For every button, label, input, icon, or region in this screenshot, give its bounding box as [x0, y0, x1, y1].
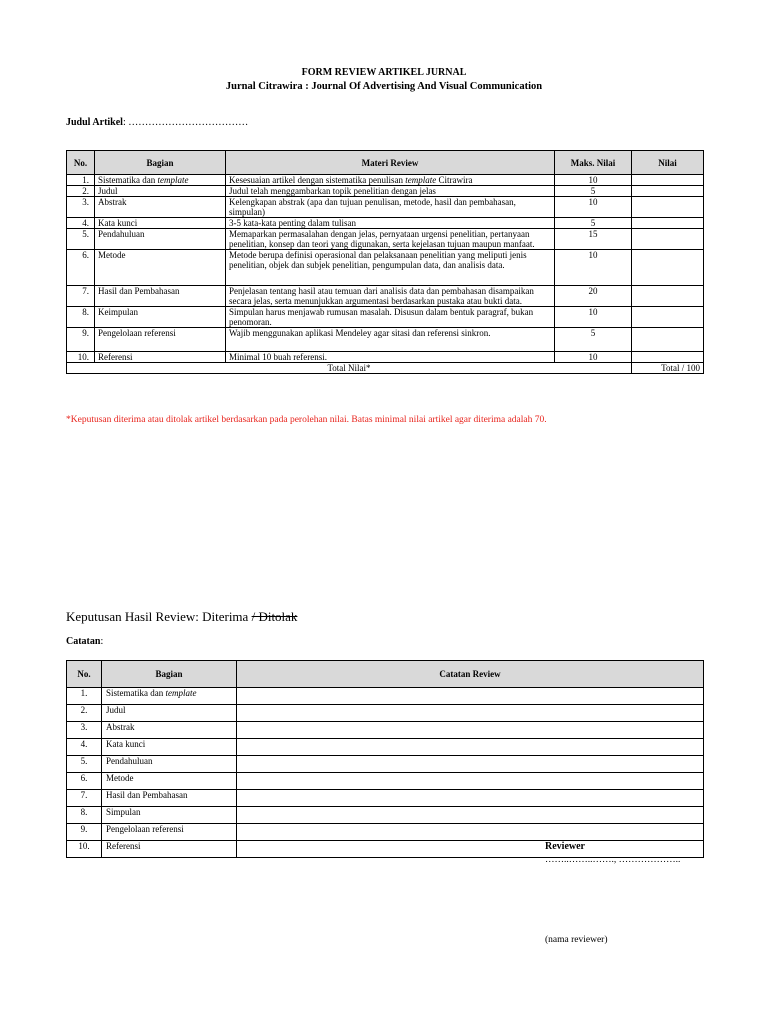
- row-catatan-input[interactable]: [237, 773, 704, 790]
- judul-artikel-label: Judul Artikel: [66, 117, 123, 128]
- header-catatan-review: Catatan Review: [237, 661, 704, 688]
- header-materi: Materi Review: [226, 151, 555, 175]
- review-table: [66, 150, 704, 374]
- table-row: [67, 197, 704, 218]
- row-materi: Simpulan harus menjawab rumusan masalah. Disusun dalam bentuk paragraf, bukan penomoran.: [226, 307, 555, 328]
- row-no: 6.: [67, 250, 95, 286]
- row-bagian-text: Sistematika dan: [106, 688, 166, 698]
- row-catatan-input[interactable]: [237, 807, 704, 824]
- row-bagian: Metode: [102, 773, 237, 790]
- keputusan-label: Keputusan Hasil Review: Diterima: [66, 609, 252, 624]
- row-maks-nilai: 15: [555, 229, 632, 250]
- reviewer-date-line[interactable]: ……..……..……., ………………..: [545, 855, 681, 865]
- table-row: [67, 250, 704, 286]
- row-bagian: [102, 688, 237, 705]
- row-bagian: Judul: [102, 705, 237, 722]
- row-no: 9.: [67, 328, 95, 352]
- row-bagian: Hasil dan Pembahasan: [95, 286, 226, 307]
- form-title: FORM REVIEW ARTIKEL JURNAL: [301, 67, 467, 78]
- row-no: 1.: [67, 175, 95, 186]
- row-materi: Judul telah menggambarkan topik penelitian dengan jelas: [226, 186, 555, 197]
- table-row: [67, 824, 704, 841]
- row-materi-text: Kesesuaian artikel dengan sistematika penulisan: [229, 175, 406, 185]
- table-row: [67, 286, 704, 307]
- table-row: [67, 722, 704, 739]
- row-materi: 3-5 kata-kata penting dalam tulisan: [226, 218, 555, 229]
- row-bagian: Pengelolaan referensi: [95, 328, 226, 352]
- row-materi: Wajib menggunakan aplikasi Mendeley agar sitasi dan referensi sinkron.: [226, 328, 555, 352]
- total-row: [67, 363, 704, 374]
- header-nilai: Nilai: [632, 151, 704, 175]
- row-no: 9.: [67, 824, 102, 841]
- table-row: [67, 773, 704, 790]
- row-maks-nilai: 10: [555, 175, 632, 186]
- row-bagian: Referensi: [95, 352, 226, 363]
- row-no: 5.: [67, 756, 102, 773]
- table-row: [67, 705, 704, 722]
- row-catatan-input[interactable]: [237, 790, 704, 807]
- row-materi-after: Citrawira: [436, 175, 473, 185]
- row-materi-italic: template: [405, 175, 437, 185]
- row-nilai-input[interactable]: [632, 229, 704, 250]
- row-catatan-input[interactable]: [237, 824, 704, 841]
- total-nilai-value[interactable]: Total / 100: [632, 363, 704, 374]
- row-bagian: Hasil dan Pembahasan: [102, 790, 237, 807]
- row-bagian: Referensi: [102, 841, 237, 858]
- table-row: [67, 790, 704, 807]
- row-bagian-text: Sistematika dan: [98, 175, 158, 185]
- row-bagian: Pendahuluan: [102, 756, 237, 773]
- row-bagian: Pengelolaan referensi: [102, 824, 237, 841]
- row-nilai-input[interactable]: [632, 352, 704, 363]
- table-row: [67, 229, 704, 250]
- row-materi: Minimal 10 buah referensi.: [226, 352, 555, 363]
- row-no: 3.: [67, 197, 95, 218]
- row-catatan-input[interactable]: [237, 705, 704, 722]
- catatan-table-header: [67, 661, 704, 688]
- row-nilai-input[interactable]: [632, 286, 704, 307]
- row-materi: [226, 175, 555, 186]
- table-row: [67, 175, 704, 186]
- row-nilai-input[interactable]: [632, 328, 704, 352]
- row-bagian: Abstrak: [102, 722, 237, 739]
- journal-subtitle: Jurnal Citrawira : Journal Of Advertising And Visual Communication: [225, 81, 543, 92]
- row-no: 4.: [67, 739, 102, 756]
- reviewer-label: Reviewer: [545, 841, 585, 852]
- row-maks-nilai: 10: [555, 352, 632, 363]
- row-bagian: Keimpulan: [95, 307, 226, 328]
- row-no: 4.: [67, 218, 95, 229]
- row-bagian: [95, 175, 226, 186]
- row-maks-nilai: 5: [555, 218, 632, 229]
- row-no: 7.: [67, 286, 95, 307]
- judul-artikel-value[interactable]: : ………………………………: [122, 117, 249, 128]
- row-no: 8.: [67, 307, 95, 328]
- row-no: 2.: [67, 186, 95, 197]
- catatan-label: Catatan: [66, 636, 101, 647]
- acceptance-note: *Keputusan diterima atau ditolak artikel berdasarkan pada perolehan nilai. Batas minimal nilai artikel agar diterima adalah 70.: [66, 415, 547, 425]
- table-row: [67, 756, 704, 773]
- row-catatan-input[interactable]: [237, 722, 704, 739]
- row-catatan-input[interactable]: [237, 688, 704, 705]
- table-row: [67, 307, 704, 328]
- row-materi: Kelengkapan abstrak (apa dan tujuan penulisan, metode, hasil dan pembahasan, simpulan): [226, 197, 555, 218]
- header-bagian: Bagian: [95, 151, 226, 175]
- row-no: 10.: [67, 352, 95, 363]
- row-bagian: Kata kunci: [102, 739, 237, 756]
- table-row: [67, 688, 704, 705]
- table-row: [67, 807, 704, 824]
- row-no: 7.: [67, 790, 102, 807]
- row-bagian: Judul: [95, 186, 226, 197]
- row-bagian-italic: template: [165, 688, 197, 698]
- row-maks-nilai: 10: [555, 197, 632, 218]
- keputusan-ditolak-struck: / Ditolak: [251, 609, 298, 624]
- row-maks-nilai: 20: [555, 286, 632, 307]
- row-no: 3.: [67, 722, 102, 739]
- row-materi: Penjelasan tentang hasil atau temuan dari analisis data dan pembahasan disampaikan secara jelas, serta menunjukkan argumentasi berdasarkan pustaka atau bukti data.: [226, 286, 555, 307]
- row-catatan-input[interactable]: [237, 739, 704, 756]
- row-no: 6.: [67, 773, 102, 790]
- row-catatan-input[interactable]: [237, 756, 704, 773]
- row-no: 1.: [67, 688, 102, 705]
- header-no: No.: [67, 151, 95, 175]
- row-nilai-input[interactable]: [632, 175, 704, 186]
- row-no: 5.: [67, 229, 95, 250]
- row-maks-nilai: 5: [555, 186, 632, 197]
- keputusan-heading: [66, 609, 297, 625]
- row-no: 2.: [67, 705, 102, 722]
- row-nilai-input[interactable]: [632, 218, 704, 229]
- row-maks-nilai: 10: [555, 307, 632, 328]
- row-nilai-input[interactable]: [632, 250, 704, 286]
- row-nilai-input[interactable]: [632, 307, 704, 328]
- row-maks-nilai: 10: [555, 250, 632, 286]
- header-no: No.: [67, 661, 102, 688]
- row-no: 10.: [67, 841, 102, 858]
- catatan-line: [66, 636, 103, 647]
- catatan-table: [66, 660, 704, 858]
- row-bagian: Kata kunci: [95, 218, 226, 229]
- table-row: [67, 352, 704, 363]
- row-maks-nilai: 5: [555, 328, 632, 352]
- table-row: [67, 739, 704, 756]
- row-materi: Metode berupa definisi operasional dan pelaksanaan penelitian yang meliputi jenis penelitian, objek dan subjek penelitian, pengumpulan data, dan analisis data.: [226, 250, 555, 286]
- table-row: [67, 218, 704, 229]
- total-nilai-label: Total Nilai*: [67, 363, 632, 374]
- row-bagian: Metode: [95, 250, 226, 286]
- row-nilai-input[interactable]: [632, 186, 704, 197]
- row-bagian: Abstrak: [95, 197, 226, 218]
- table-row: [67, 186, 704, 197]
- row-no: 8.: [67, 807, 102, 824]
- reviewer-name[interactable]: (nama reviewer): [545, 935, 608, 945]
- header-bagian: Bagian: [102, 661, 237, 688]
- catatan-colon: :: [100, 636, 104, 647]
- table-row: [67, 328, 704, 352]
- row-bagian-italic: template: [157, 175, 189, 185]
- review-table-header: [67, 151, 704, 175]
- row-nilai-input[interactable]: [632, 197, 704, 218]
- row-bagian: Simpulan: [102, 807, 237, 824]
- row-materi: Memaparkan permasalahan dengan jelas, pernyataan urgensi penelitian, pertanyaan penelitian, konsep dan teori yang digunakan, serta kejelasan tujuan maupun manfaat.: [226, 229, 555, 250]
- row-bagian: Pendahuluan: [95, 229, 226, 250]
- header-maks-nilai: Maks. Nilai: [555, 151, 632, 175]
- judul-artikel-line: [66, 117, 248, 128]
